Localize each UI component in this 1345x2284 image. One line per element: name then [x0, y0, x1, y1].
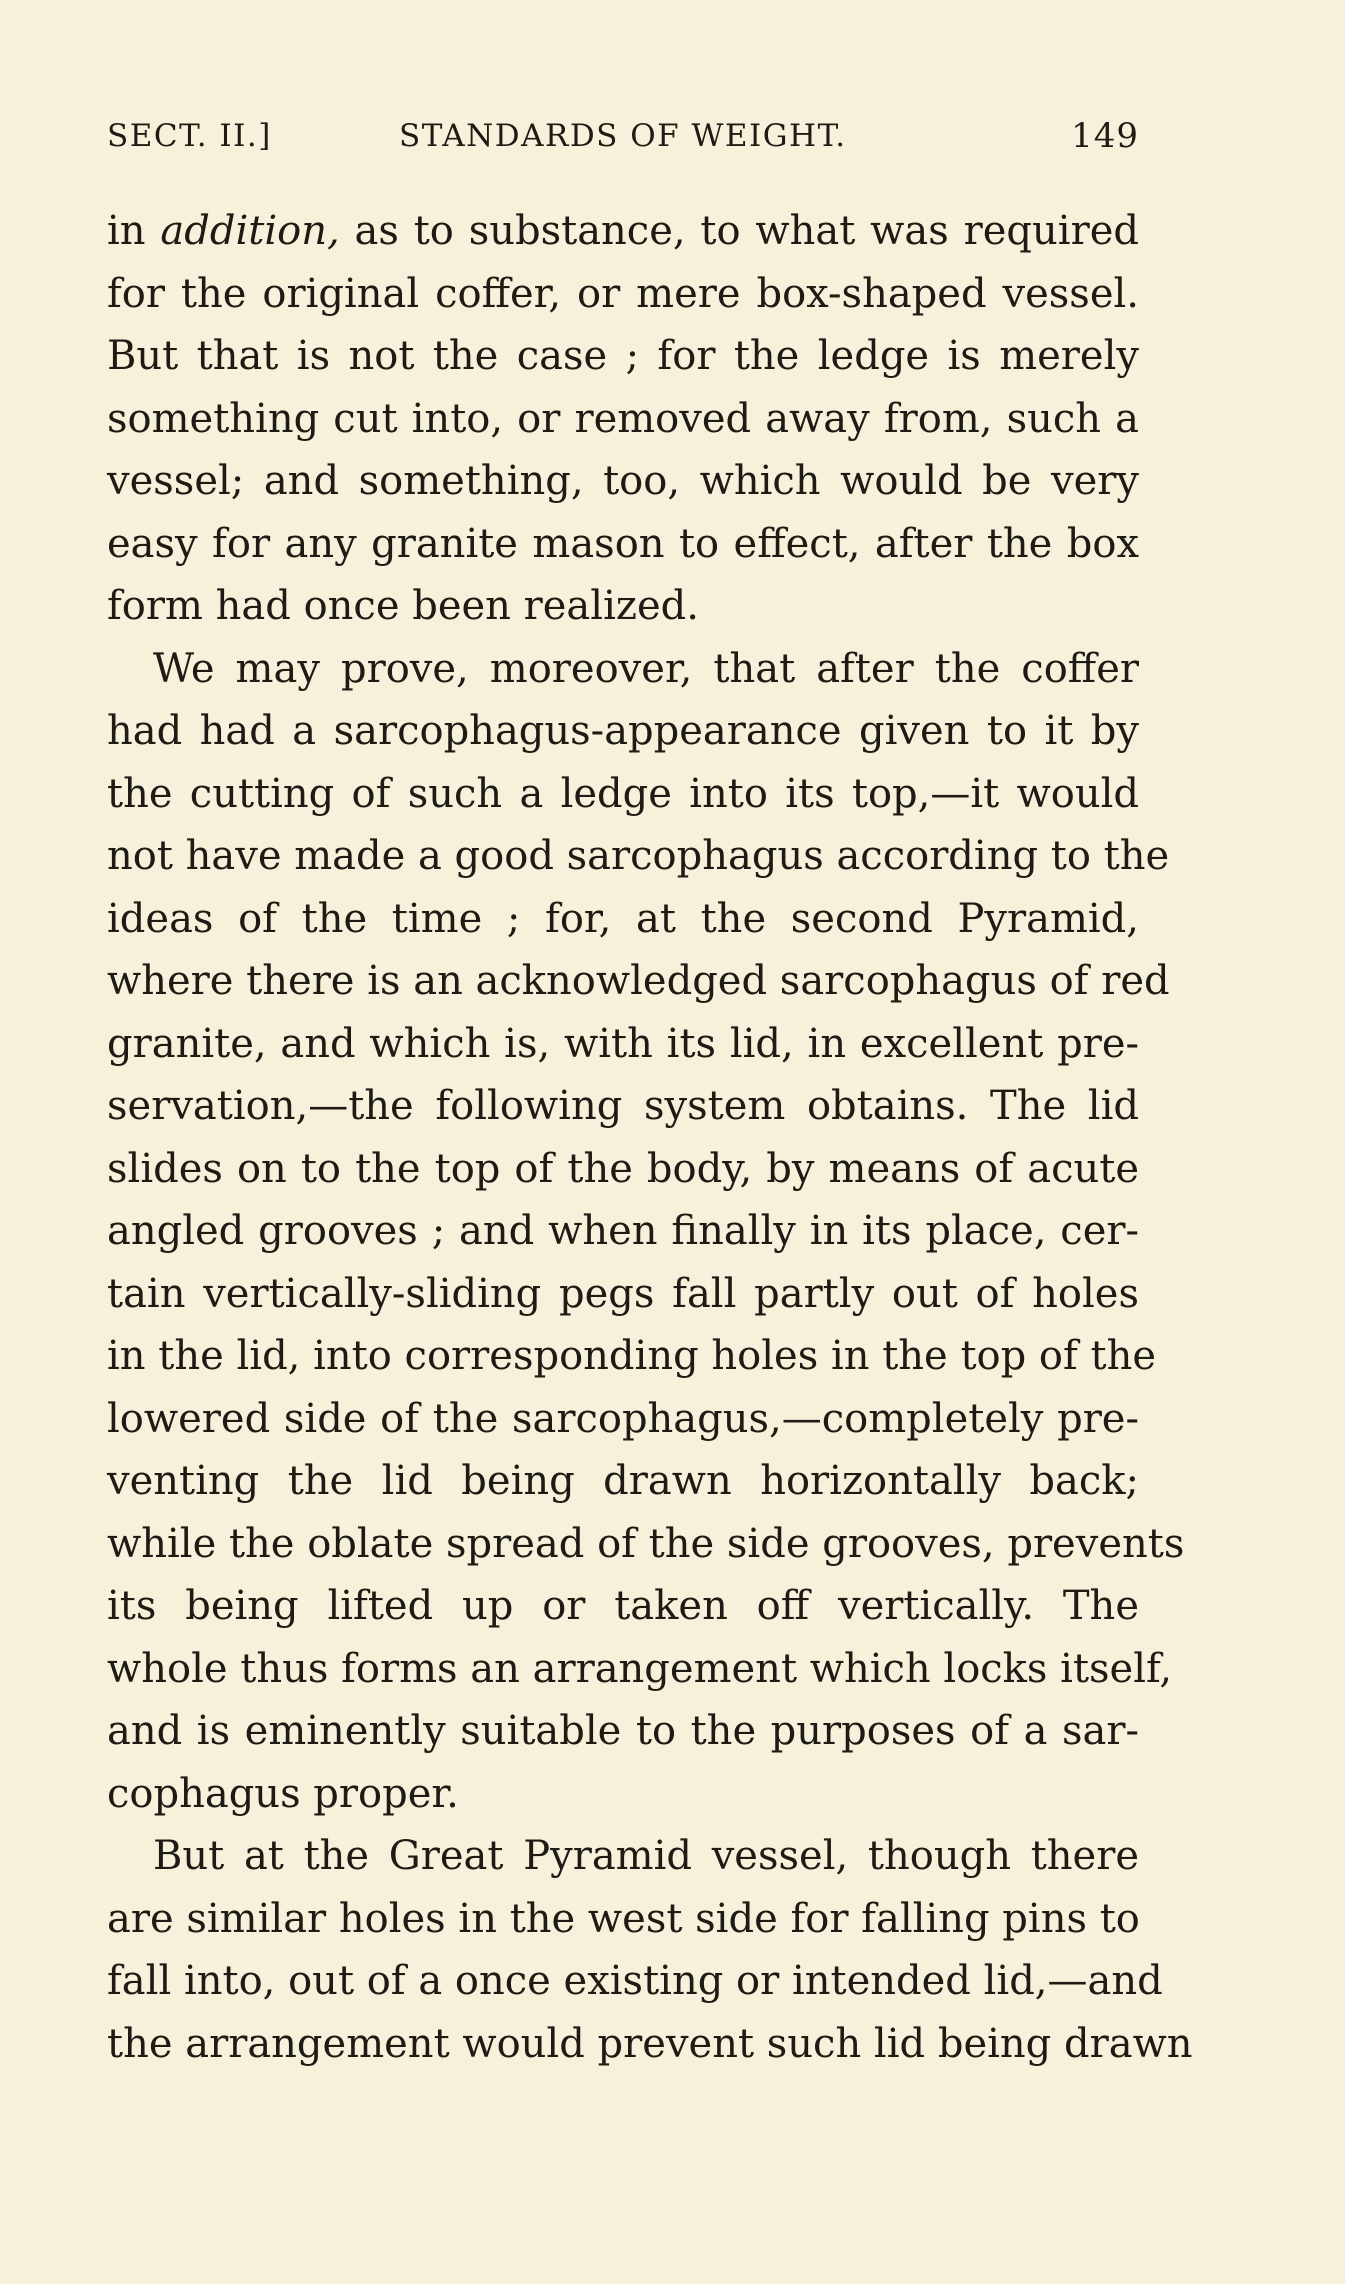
text-line: easy for any granite mason to effect, after the box: [107, 520, 1139, 567]
paragraph-start-line: We may prove, moreover, that after the coffer: [153, 645, 1139, 692]
text-line: not have made a good sarcophagus according to the: [107, 833, 1170, 879]
section-marker: SECT. II.]: [107, 118, 272, 154]
running-head: [107, 118, 1139, 170]
text-line: fall into, out of a once existing or intended lid,—and: [107, 1958, 1163, 2004]
text-line: where there is an acknowledged sarcophagus of red: [107, 958, 1170, 1004]
text-line: slides on to the top of the body, by means of acute: [107, 1145, 1139, 1192]
text-line: angled grooves ; and when finally in its place, cer-: [107, 1208, 1139, 1254]
text-line: granite, and which is, with its lid, in excellent pre-: [107, 1020, 1139, 1067]
page-number: 149: [1071, 116, 1139, 156]
text-line: while the oblate spread of the side grooves, prevents: [107, 1520, 1185, 1567]
paragraph-start-line: But at the Great Pyramid vessel, though there: [153, 1833, 1139, 1879]
text-line: something cut into, or removed away from, such a: [107, 395, 1139, 442]
text-line: had had a sarcophagus-appearance given to it by: [107, 708, 1139, 754]
text-line: [107, 200, 1139, 263]
text-line: servation,—the following system obtains. The lid: [107, 1083, 1139, 1129]
text-line: its being lifted up or taken off vertically. The: [107, 1583, 1139, 1629]
text-line: whole thus forms an arrangement which locks itself,: [107, 1645, 1173, 1692]
text-line: lowered side of the sarcophagus,—completely pre-: [107, 1395, 1139, 1442]
text-line: vessel; and something, too, which would be very: [107, 458, 1139, 504]
text-line: form had once been realized.: [107, 583, 699, 629]
text-line: in the lid, into corresponding holes in the top of the: [107, 1333, 1157, 1379]
body-text: [107, 200, 1193, 2075]
text-line: the cutting of such a ledge into its top,—it would: [107, 770, 1139, 817]
italic-word: addition,: [160, 208, 340, 254]
chapter-title: STANDARDS OF WEIGHT.: [399, 118, 847, 154]
text-line: the arrangement would prevent such lid being drawn: [107, 2020, 1193, 2067]
line-rest: as to substance, to what was required: [339, 208, 1139, 254]
text-line: ideas of the time ; for, at the second Pyramid,: [107, 895, 1139, 942]
text-line: tain vertically-sliding pegs fall partly out of holes: [107, 1270, 1139, 1317]
text-line: But that is not the case ; for the ledge is merely: [107, 333, 1139, 379]
text-line: and is eminently suitable to the purposes of a sar-: [107, 1708, 1139, 1754]
text-line: cophagus proper.: [107, 1770, 459, 1817]
text-line: for the original coffer, or mere box-shaped vessel.: [107, 270, 1139, 317]
line-lead: in: [107, 208, 161, 254]
text-line: are similar holes in the west side for falling pins to: [107, 1895, 1140, 1942]
text-line: venting the lid being drawn horizontally back;: [107, 1458, 1139, 1504]
